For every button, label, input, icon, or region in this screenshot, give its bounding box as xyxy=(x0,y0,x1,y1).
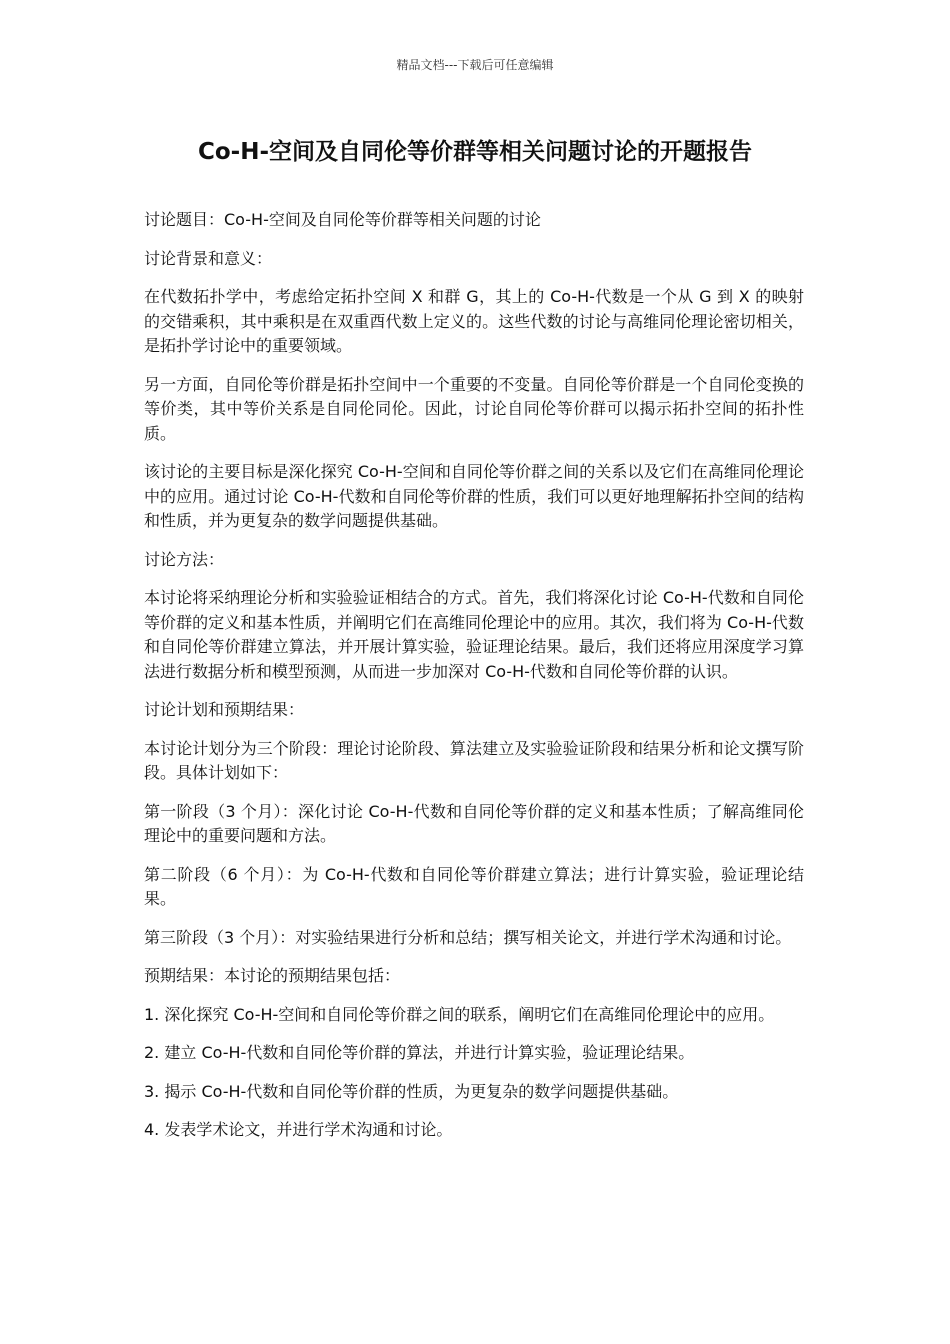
body-paragraph: 本讨论将采纳理论分析和实验验证相结合的方式。首先，我们将深化讨论 Co-H-代数和自同伦等价群的定义和基本性质，并阐明它们在高维同伦理论中的应用。其次，我们将为 Co-H-代数和自同伦等价群建立算法，并开展计算实验，验证理论结果。最后，我们还将应用深度学习算法进行数据分析和模型预测，从而进一步加深对 Co-H-代数和自同伦等价群的认识。 xyxy=(144,588,804,681)
result-item: 4. 发表学术论文，并进行学术沟通和讨论。 xyxy=(144,1120,453,1139)
result-item: 2. 建立 Co-H-代数和自同伦等价群的算法，并进行计算实验，验证理论结果。 xyxy=(144,1043,695,1062)
phase-two: 第二阶段（6 个月）：为 Co-H-代数和自同伦等价群建立算法；进行计算实验，验证理论结果。 xyxy=(144,864,804,908)
topic-line: 讨论题目：Co-H-空间及自同伦等价群等相关问题的讨论 xyxy=(144,210,541,229)
body-paragraph: 在代数拓扑学中，考虑给定拓扑空间 X 和群 G，其上的 Co-H-代数是一个从 G 到 X 的映射的交错乘积，其中乘积是在双重酉代数上定义的。这些代数的讨论与高维同伦理论密切相关，是拓扑学讨论中的重要领域。 xyxy=(144,287,804,355)
document-title: Co-H-空间及自同伦等价群等相关问题讨论的开题报告 xyxy=(197,139,753,165)
body-paragraph: 该讨论的主要目标是深化探究 Co-H-空间和自同伦等价群之间的关系以及它们在高维同伦理论中的应用。通过讨论 Co-H-代数和自同伦等价群的性质，我们可以更好地理解拓扑空间的结构和性质，并为更复杂的数学问题提供基础。 xyxy=(144,462,804,530)
phase-one: 第一阶段（3 个月）：深化讨论 Co-H-代数和自同伦等价群的定义和基本性质；了解高维同伦理论中的重要问题和方法。 xyxy=(144,801,804,845)
phase-three: 第三阶段（3 个月）：对实验结果进行分析和总结；撰写相关论文，并进行学术沟通和讨论。 xyxy=(144,927,792,947)
header-note: 精品文档---下载后可任意编辑 xyxy=(396,58,554,72)
body-paragraph: 本讨论计划分为三个阶段：理论讨论阶段、算法建立及实验验证阶段和结果分析和论文撰写阶段。具体计划如下： xyxy=(144,738,804,782)
section-heading-plan: 讨论计划和预期结果： xyxy=(144,700,305,719)
section-heading-method: 讨论方法： xyxy=(144,549,225,569)
document-body xyxy=(144,208,804,1157)
expected-results-heading: 预期结果：本讨论的预期结果包括： xyxy=(144,966,401,985)
body-paragraph: 另一方面，自同伦等价群是拓扑空间中一个重要的不变量。自同伦等价群是一个自同伦变换的等价类，其中等价关系是自同伦同伦。因此，讨论自同伦等价群可以揭示拓扑空间的拓扑性质。 xyxy=(144,374,804,443)
section-heading-background: 讨论背景和意义： xyxy=(144,248,273,268)
result-item: 3. 揭示 Co-H-代数和自同伦等价群的性质，为更复杂的数学问题提供基础。 xyxy=(144,1081,679,1101)
result-item: 1. 深化探究 Co-H-空间和自同伦等价群之间的联系，阐明它们在高维同伦理论中的应用。 xyxy=(144,1004,775,1024)
